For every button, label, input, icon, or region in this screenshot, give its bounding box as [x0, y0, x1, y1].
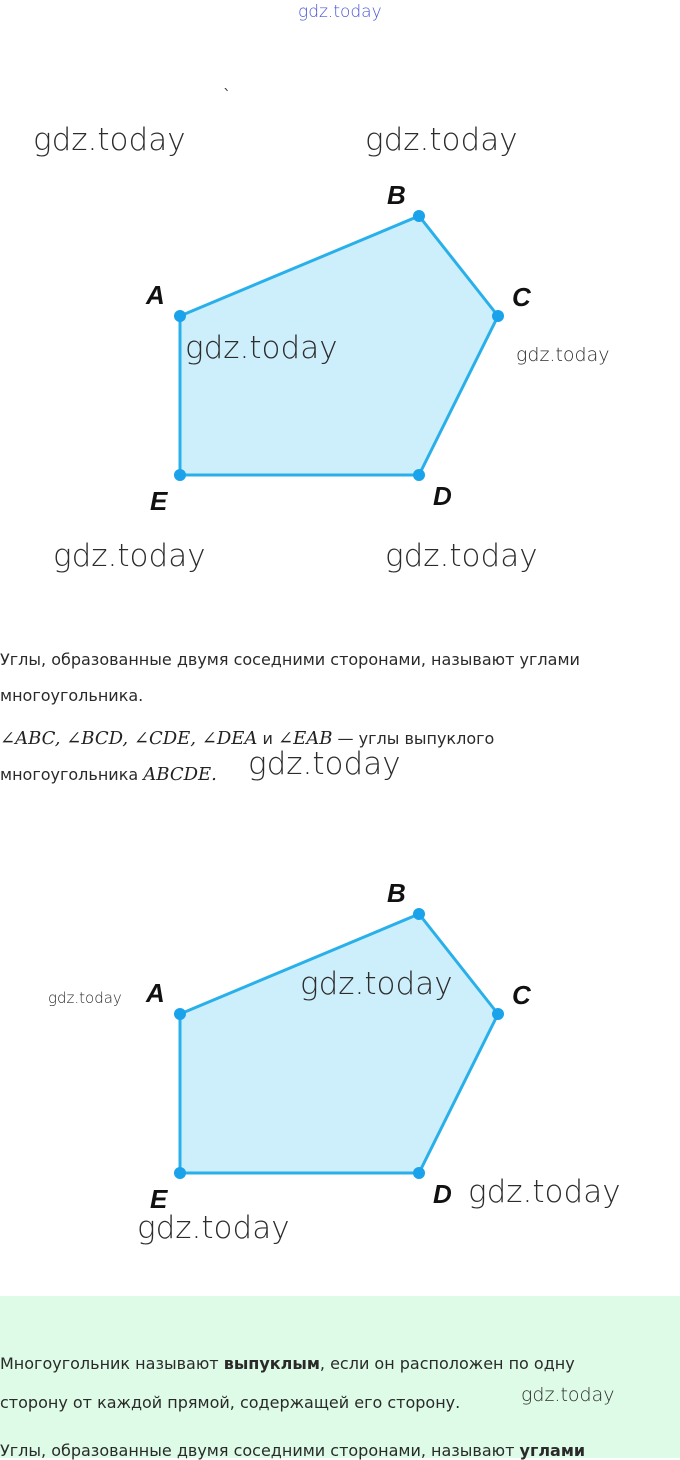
definition-term: углами — [519, 1441, 586, 1460]
angles-and: и — [262, 729, 273, 748]
vertex-label-a: A — [146, 978, 165, 1008]
definition-block — [0, 1296, 680, 1458]
vertex-point-d — [413, 469, 425, 481]
pentagon-figure-2 — [0, 868, 680, 1218]
vertex-point-a — [174, 1008, 186, 1020]
paragraph-line: многоугольника. — [0, 686, 144, 705]
vertex-label-a: A — [146, 280, 165, 310]
vertex-point-c — [492, 1008, 504, 1020]
watermark: gdz.today — [521, 1384, 615, 1406]
vertex-label-e: E — [150, 1184, 168, 1214]
polygon-line-prefix: многоугольника — [0, 765, 139, 784]
definition-line — [0, 1354, 575, 1373]
vertex-label-d: D — [433, 1179, 452, 1209]
definition-text: Многоугольник называют — [0, 1354, 224, 1373]
vertex-point-e — [174, 469, 186, 481]
vertex-label-e: E — [150, 486, 168, 516]
vertex-label-c: C — [512, 282, 531, 312]
definition-text: Углы, образованные двумя соседними сторонами, называют — [0, 1441, 520, 1460]
watermark: gdz.today — [300, 966, 453, 1002]
watermark: gdz.today — [53, 538, 206, 574]
watermark: gdz.today — [516, 344, 610, 366]
definition-line: сторону от каждой прямой, содержащей его сторону. — [0, 1393, 461, 1412]
vertex-point-e — [174, 1167, 186, 1179]
watermark: gdz.today — [365, 122, 518, 158]
angles-dash-text: — углы выпуклого — [337, 729, 495, 748]
vertex-point-c — [492, 310, 504, 322]
watermark: gdz.today — [48, 989, 122, 1007]
watermark: gdz.today — [185, 330, 338, 366]
definition-text: , если он расположен по одну — [319, 1354, 575, 1373]
vertex-label-c: C — [512, 980, 531, 1010]
vertex-label-b: B — [387, 878, 406, 908]
vertex-label-b: B — [387, 180, 406, 210]
paragraph-line: Углы, образованные двумя соседними сторонами, называют углами — [0, 650, 580, 669]
vertex-label-d: D — [433, 481, 452, 511]
watermark-top: gdz.today — [298, 2, 382, 22]
polygon-line — [0, 764, 217, 785]
vertex-point-b — [413, 908, 425, 920]
definition-line — [0, 1441, 585, 1460]
watermark: gdz.today — [33, 122, 186, 158]
pentagon-shape — [180, 914, 498, 1173]
vertex-point-a — [174, 310, 186, 322]
polygon-name: ABCDE. — [143, 764, 217, 785]
tick-mark: ` — [223, 86, 231, 105]
watermark: gdz.today — [468, 1174, 621, 1210]
vertex-point-b — [413, 210, 425, 222]
angle-last: ∠EAB — [277, 728, 333, 749]
vertex-point-d — [413, 1167, 425, 1179]
watermark: gdz.today — [385, 538, 538, 574]
angles-math: ∠ABC, ∠BCD, ∠CDE, ∠DEA — [0, 728, 258, 749]
watermark: gdz.today — [137, 1210, 290, 1246]
definition-term: выпуклым — [223, 1354, 320, 1373]
watermark: gdz.today — [248, 746, 401, 782]
